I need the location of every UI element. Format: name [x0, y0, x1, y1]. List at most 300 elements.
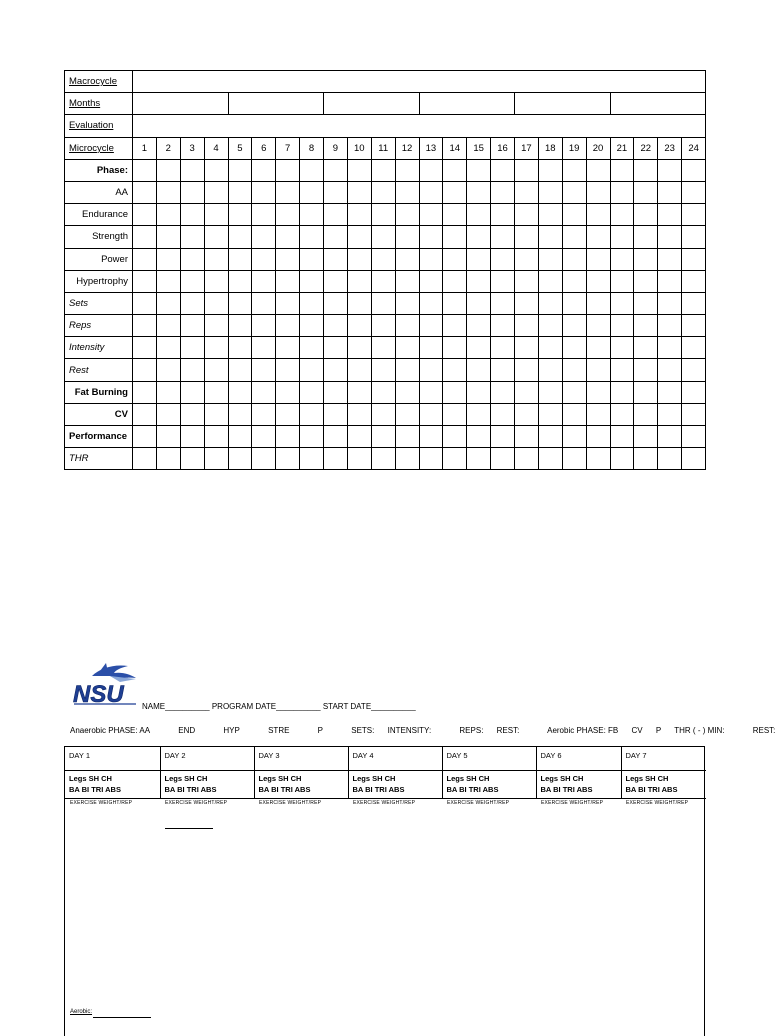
grid-cell[interactable] — [347, 426, 371, 448]
grid-cell[interactable] — [133, 292, 157, 314]
grid-cell[interactable] — [156, 159, 180, 181]
grid-cell[interactable] — [324, 226, 348, 248]
grid-cell[interactable] — [515, 204, 539, 226]
grid-cell[interactable] — [395, 426, 419, 448]
month-cell[interactable] — [610, 93, 706, 115]
grid-cell[interactable] — [371, 204, 395, 226]
grid-cell[interactable] — [395, 337, 419, 359]
month-cell[interactable] — [419, 93, 515, 115]
grid-cell[interactable] — [538, 204, 562, 226]
grid-cell[interactable] — [586, 204, 610, 226]
grid-cell[interactable] — [395, 315, 419, 337]
grid-cell[interactable] — [252, 248, 276, 270]
grid-cell[interactable] — [515, 226, 539, 248]
grid-cell[interactable] — [491, 292, 515, 314]
grid-cell[interactable] — [634, 315, 658, 337]
grid-cell[interactable] — [347, 359, 371, 381]
grid-cell[interactable] — [538, 448, 562, 470]
grid-cell[interactable] — [300, 204, 324, 226]
grid-cell[interactable] — [324, 248, 348, 270]
grid-cell[interactable] — [395, 270, 419, 292]
grid-cell[interactable] — [467, 403, 491, 425]
grid-cell[interactable] — [562, 226, 586, 248]
grid-cell[interactable] — [228, 292, 252, 314]
grid-cell[interactable] — [515, 403, 539, 425]
grid-cell[interactable] — [634, 226, 658, 248]
grid-cell[interactable] — [491, 426, 515, 448]
grid-cell[interactable] — [610, 292, 634, 314]
grid-cell[interactable] — [634, 337, 658, 359]
day-muscle-groups[interactable] — [536, 770, 621, 798]
grid-cell[interactable] — [586, 226, 610, 248]
grid-cell[interactable] — [443, 248, 467, 270]
grid-cell[interactable] — [538, 181, 562, 203]
grid-cell[interactable] — [156, 226, 180, 248]
grid-cell[interactable] — [180, 381, 204, 403]
grid-cell[interactable] — [538, 292, 562, 314]
grid-cell[interactable] — [133, 315, 157, 337]
grid-cell[interactable] — [371, 381, 395, 403]
grid-cell[interactable] — [347, 315, 371, 337]
grid-cell[interactable] — [634, 426, 658, 448]
end-option[interactable]: END — [178, 726, 196, 735]
grid-cell[interactable] — [395, 403, 419, 425]
grid-cell[interactable] — [682, 381, 706, 403]
grid-cell[interactable] — [658, 270, 682, 292]
grid-cell[interactable] — [515, 181, 539, 203]
grid-cell[interactable] — [276, 403, 300, 425]
day-muscle-groups[interactable] — [348, 770, 442, 798]
grid-cell[interactable] — [276, 159, 300, 181]
grid-cell[interactable] — [538, 315, 562, 337]
grid-cell[interactable] — [324, 315, 348, 337]
grid-cell[interactable] — [395, 159, 419, 181]
grid-cell[interactable] — [300, 181, 324, 203]
grid-cell[interactable] — [276, 270, 300, 292]
grid-cell[interactable] — [347, 204, 371, 226]
grid-cell[interactable] — [133, 159, 157, 181]
grid-cell[interactable] — [467, 270, 491, 292]
grid-cell[interactable] — [610, 270, 634, 292]
grid-cell[interactable] — [586, 403, 610, 425]
grid-cell[interactable] — [252, 315, 276, 337]
grid-cell[interactable] — [204, 181, 228, 203]
grid-cell[interactable] — [180, 248, 204, 270]
grid-cell[interactable] — [682, 426, 706, 448]
grid-cell[interactable] — [395, 292, 419, 314]
grid-cell[interactable] — [395, 381, 419, 403]
grid-cell[interactable] — [252, 359, 276, 381]
grid-cell[interactable] — [586, 448, 610, 470]
grid-cell[interactable] — [156, 248, 180, 270]
grid-cell[interactable] — [419, 403, 443, 425]
grid-cell[interactable] — [658, 292, 682, 314]
grid-cell[interactable] — [228, 381, 252, 403]
grid-cell[interactable] — [276, 426, 300, 448]
grid-cell[interactable] — [133, 226, 157, 248]
grid-cell[interactable] — [300, 292, 324, 314]
grid-cell[interactable] — [538, 270, 562, 292]
grid-cell[interactable] — [419, 204, 443, 226]
grid-cell[interactable] — [682, 315, 706, 337]
grid-cell[interactable] — [562, 181, 586, 203]
grid-cell[interactable] — [538, 381, 562, 403]
grid-cell[interactable] — [443, 448, 467, 470]
grid-cell[interactable] — [371, 270, 395, 292]
grid-cell[interactable] — [419, 359, 443, 381]
grid-cell[interactable] — [204, 448, 228, 470]
grid-cell[interactable] — [419, 315, 443, 337]
grid-cell[interactable] — [300, 426, 324, 448]
grid-cell[interactable] — [562, 359, 586, 381]
grid-cell[interactable] — [515, 292, 539, 314]
grid-cell[interactable] — [324, 426, 348, 448]
grid-cell[interactable] — [443, 226, 467, 248]
grid-cell[interactable] — [204, 403, 228, 425]
grid-cell[interactable] — [156, 204, 180, 226]
grid-cell[interactable] — [658, 204, 682, 226]
grid-cell[interactable] — [419, 248, 443, 270]
grid-cell[interactable] — [204, 315, 228, 337]
grid-cell[interactable] — [133, 181, 157, 203]
grid-cell[interactable] — [204, 359, 228, 381]
grid-cell[interactable] — [133, 359, 157, 381]
grid-cell[interactable] — [276, 248, 300, 270]
month-cell[interactable] — [515, 93, 611, 115]
grid-cell[interactable] — [586, 292, 610, 314]
grid-cell[interactable] — [180, 204, 204, 226]
day-muscle-groups[interactable] — [442, 770, 536, 798]
grid-cell[interactable] — [324, 359, 348, 381]
grid-cell[interactable] — [347, 403, 371, 425]
grid-cell[interactable] — [300, 226, 324, 248]
grid-cell[interactable] — [324, 292, 348, 314]
grid-cell[interactable] — [276, 292, 300, 314]
grid-cell[interactable] — [515, 448, 539, 470]
grid-cell[interactable] — [419, 448, 443, 470]
grid-cell[interactable] — [324, 181, 348, 203]
grid-cell[interactable] — [419, 226, 443, 248]
grid-cell[interactable] — [515, 270, 539, 292]
grid-cell[interactable] — [228, 359, 252, 381]
grid-cell[interactable] — [586, 248, 610, 270]
grid-cell[interactable] — [634, 359, 658, 381]
grid-cell[interactable] — [133, 381, 157, 403]
grid-cell[interactable] — [252, 292, 276, 314]
grid-cell[interactable] — [204, 426, 228, 448]
grid-cell[interactable] — [228, 204, 252, 226]
blank-entry-line[interactable] — [165, 828, 213, 829]
grid-cell[interactable] — [634, 448, 658, 470]
grid-cell[interactable] — [300, 381, 324, 403]
grid-cell[interactable] — [610, 403, 634, 425]
grid-cell[interactable] — [491, 248, 515, 270]
grid-cell[interactable] — [419, 159, 443, 181]
grid-cell[interactable] — [156, 337, 180, 359]
grid-cell[interactable] — [467, 226, 491, 248]
grid-cell[interactable] — [562, 248, 586, 270]
grid-cell[interactable] — [562, 381, 586, 403]
grid-cell[interactable] — [419, 426, 443, 448]
grid-cell[interactable] — [443, 270, 467, 292]
grid-cell[interactable] — [180, 226, 204, 248]
grid-cell[interactable] — [133, 248, 157, 270]
grid-cell[interactable] — [634, 403, 658, 425]
grid-cell[interactable] — [133, 403, 157, 425]
grid-cell[interactable] — [347, 337, 371, 359]
grid-cell[interactable] — [682, 270, 706, 292]
grid-cell[interactable] — [180, 403, 204, 425]
grid-cell[interactable] — [180, 292, 204, 314]
grid-cell[interactable] — [586, 359, 610, 381]
grid-cell[interactable] — [371, 248, 395, 270]
grid-cell[interactable] — [228, 226, 252, 248]
grid-cell[interactable] — [276, 226, 300, 248]
grid-cell[interactable] — [538, 226, 562, 248]
grid-cell[interactable] — [324, 337, 348, 359]
grid-cell[interactable] — [538, 248, 562, 270]
grid-cell[interactable] — [562, 315, 586, 337]
grid-cell[interactable] — [252, 403, 276, 425]
grid-cell[interactable] — [562, 337, 586, 359]
grid-cell[interactable] — [371, 315, 395, 337]
grid-cell[interactable] — [682, 248, 706, 270]
grid-cell[interactable] — [538, 359, 562, 381]
grid-cell[interactable] — [228, 315, 252, 337]
grid-cell[interactable] — [276, 181, 300, 203]
grid-cell[interactable] — [515, 337, 539, 359]
grid-cell[interactable] — [491, 204, 515, 226]
grid-cell[interactable] — [443, 426, 467, 448]
grid-cell[interactable] — [276, 204, 300, 226]
grid-cell[interactable] — [658, 159, 682, 181]
grid-cell[interactable] — [324, 381, 348, 403]
grid-cell[interactable] — [682, 181, 706, 203]
grid-cell[interactable] — [133, 270, 157, 292]
grid-cell[interactable] — [586, 426, 610, 448]
grid-cell[interactable] — [538, 159, 562, 181]
day-muscle-groups[interactable] — [254, 770, 348, 798]
grid-cell[interactable] — [467, 337, 491, 359]
grid-cell[interactable] — [371, 226, 395, 248]
grid-cell[interactable] — [538, 403, 562, 425]
grid-cell[interactable] — [610, 204, 634, 226]
grid-cell[interactable] — [276, 448, 300, 470]
grid-cell[interactable] — [610, 337, 634, 359]
grid-cell[interactable] — [562, 448, 586, 470]
grid-cell[interactable] — [371, 448, 395, 470]
grid-cell[interactable] — [324, 448, 348, 470]
grid-cell[interactable] — [658, 315, 682, 337]
grid-cell[interactable] — [491, 337, 515, 359]
grid-cell[interactable] — [180, 337, 204, 359]
grid-cell[interactable] — [658, 337, 682, 359]
grid-cell[interactable] — [658, 359, 682, 381]
grid-cell[interactable] — [395, 181, 419, 203]
hyp-option[interactable]: HYP — [223, 726, 240, 735]
grid-cell[interactable] — [586, 381, 610, 403]
grid-cell[interactable] — [276, 337, 300, 359]
grid-cell[interactable] — [682, 226, 706, 248]
grid-cell[interactable] — [180, 159, 204, 181]
grid-cell[interactable] — [228, 448, 252, 470]
grid-cell[interactable] — [562, 403, 586, 425]
grid-cell[interactable] — [252, 226, 276, 248]
grid-cell[interactable] — [634, 292, 658, 314]
grid-cell[interactable] — [491, 381, 515, 403]
grid-cell[interactable] — [180, 270, 204, 292]
grid-cell[interactable] — [467, 248, 491, 270]
grid-cell[interactable] — [156, 292, 180, 314]
grid-cell[interactable] — [300, 337, 324, 359]
grid-cell[interactable] — [419, 337, 443, 359]
grid-cell[interactable] — [443, 181, 467, 203]
grid-cell[interactable] — [682, 359, 706, 381]
grid-cell[interactable] — [228, 159, 252, 181]
grid-cell[interactable] — [586, 315, 610, 337]
grid-cell[interactable] — [515, 248, 539, 270]
grid-cell[interactable] — [347, 292, 371, 314]
grid-cell[interactable] — [276, 359, 300, 381]
grid-cell[interactable] — [347, 270, 371, 292]
grid-cell[interactable] — [658, 226, 682, 248]
grid-cell[interactable] — [395, 359, 419, 381]
grid-cell[interactable] — [204, 337, 228, 359]
grid-cell[interactable] — [395, 448, 419, 470]
grid-cell[interactable] — [443, 403, 467, 425]
grid-cell[interactable] — [682, 448, 706, 470]
grid-cell[interactable] — [228, 270, 252, 292]
grid-cell[interactable] — [491, 403, 515, 425]
month-cell[interactable] — [133, 93, 229, 115]
grid-cell[interactable] — [610, 226, 634, 248]
grid-cell[interactable] — [634, 204, 658, 226]
day-muscle-groups[interactable] — [621, 770, 706, 798]
grid-cell[interactable] — [419, 381, 443, 403]
grid-cell[interactable] — [682, 204, 706, 226]
grid-cell[interactable] — [610, 181, 634, 203]
grid-cell[interactable] — [252, 426, 276, 448]
grid-cell[interactable] — [180, 426, 204, 448]
grid-cell[interactable] — [252, 448, 276, 470]
grid-cell[interactable] — [538, 426, 562, 448]
evaluation-cell[interactable] — [133, 115, 706, 137]
grid-cell[interactable] — [562, 159, 586, 181]
grid-cell[interactable] — [371, 403, 395, 425]
grid-cell[interactable] — [658, 448, 682, 470]
grid-cell[interactable] — [300, 359, 324, 381]
grid-cell[interactable] — [156, 270, 180, 292]
grid-cell[interactable] — [491, 181, 515, 203]
grid-cell[interactable] — [204, 248, 228, 270]
name-program-start-line[interactable]: NAME__________ PROGRAM DATE__________ START DATE__________ — [142, 702, 416, 711]
grid-cell[interactable] — [300, 448, 324, 470]
grid-cell[interactable] — [491, 226, 515, 248]
grid-cell[interactable] — [467, 315, 491, 337]
grid-cell[interactable] — [586, 270, 610, 292]
grid-cell[interactable] — [300, 159, 324, 181]
grid-cell[interactable] — [300, 248, 324, 270]
grid-cell[interactable] — [658, 426, 682, 448]
grid-cell[interactable] — [467, 181, 491, 203]
grid-cell[interactable] — [228, 181, 252, 203]
grid-cell[interactable] — [491, 315, 515, 337]
grid-cell[interactable] — [658, 403, 682, 425]
grid-cell[interactable] — [300, 270, 324, 292]
grid-cell[interactable] — [228, 248, 252, 270]
grid-cell[interactable] — [204, 381, 228, 403]
grid-cell[interactable] — [204, 159, 228, 181]
grid-cell[interactable] — [562, 270, 586, 292]
grid-cell[interactable] — [610, 426, 634, 448]
grid-cell[interactable] — [371, 159, 395, 181]
grid-cell[interactable] — [562, 426, 586, 448]
grid-cell[interactable] — [443, 359, 467, 381]
month-cell[interactable] — [324, 93, 420, 115]
grid-cell[interactable] — [324, 204, 348, 226]
stre-option[interactable]: STRE — [268, 726, 290, 735]
grid-cell[interactable] — [324, 159, 348, 181]
grid-cell[interactable] — [682, 159, 706, 181]
grid-cell[interactable] — [395, 226, 419, 248]
grid-cell[interactable] — [252, 381, 276, 403]
month-cell[interactable] — [228, 93, 324, 115]
grid-cell[interactable] — [156, 381, 180, 403]
grid-cell[interactable] — [419, 292, 443, 314]
grid-cell[interactable] — [586, 181, 610, 203]
grid-cell[interactable] — [180, 181, 204, 203]
grid-cell[interactable] — [491, 359, 515, 381]
grid-cell[interactable] — [300, 403, 324, 425]
grid-cell[interactable] — [634, 270, 658, 292]
grid-cell[interactable] — [180, 359, 204, 381]
p-option[interactable]: P — [317, 726, 324, 735]
grid-cell[interactable] — [371, 292, 395, 314]
grid-cell[interactable] — [324, 270, 348, 292]
grid-cell[interactable] — [347, 159, 371, 181]
grid-cell[interactable] — [610, 381, 634, 403]
grid-cell[interactable] — [204, 292, 228, 314]
grid-cell[interactable] — [467, 448, 491, 470]
grid-cell[interactable] — [515, 381, 539, 403]
grid-cell[interactable] — [491, 448, 515, 470]
grid-cell[interactable] — [204, 270, 228, 292]
grid-cell[interactable] — [467, 159, 491, 181]
grid-cell[interactable] — [467, 204, 491, 226]
grid-cell[interactable] — [133, 337, 157, 359]
grid-cell[interactable] — [204, 226, 228, 248]
grid-cell[interactable] — [347, 381, 371, 403]
grid-cell[interactable] — [347, 248, 371, 270]
grid-cell[interactable] — [156, 448, 180, 470]
grid-cell[interactable] — [276, 315, 300, 337]
grid-cell[interactable] — [347, 181, 371, 203]
grid-cell[interactable] — [634, 181, 658, 203]
grid-cell[interactable] — [467, 359, 491, 381]
grid-cell[interactable] — [610, 315, 634, 337]
grid-cell[interactable] — [156, 315, 180, 337]
grid-cell[interactable] — [228, 403, 252, 425]
grid-cell[interactable] — [395, 204, 419, 226]
grid-cell[interactable] — [156, 359, 180, 381]
grid-cell[interactable] — [324, 403, 348, 425]
grid-cell[interactable] — [252, 204, 276, 226]
grid-cell[interactable] — [586, 337, 610, 359]
grid-cell[interactable] — [610, 359, 634, 381]
grid-cell[interactable] — [562, 292, 586, 314]
grid-cell[interactable] — [371, 337, 395, 359]
grid-cell[interactable] — [682, 403, 706, 425]
